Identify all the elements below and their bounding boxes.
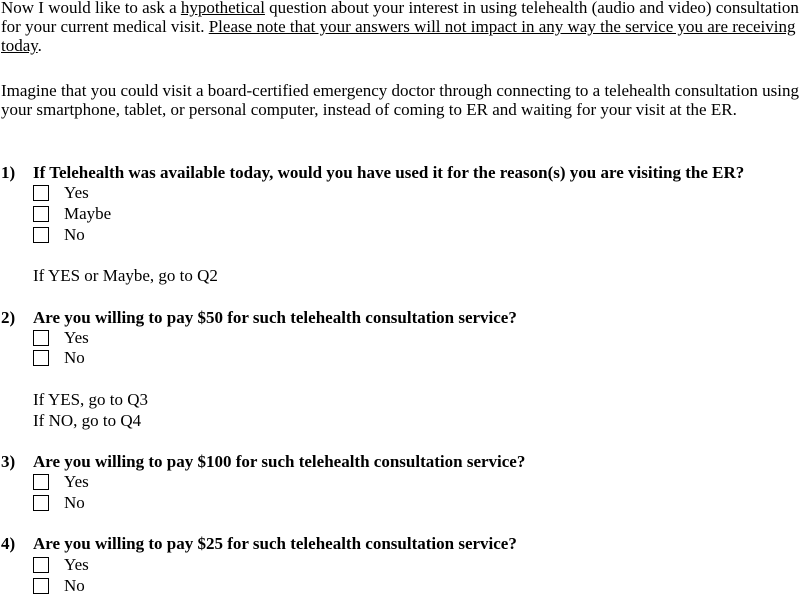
question-1-number: 1) bbox=[1, 163, 16, 182]
intro-text-start: Now I would like to ask a bbox=[1, 0, 181, 17]
option-label: Maybe bbox=[64, 204, 112, 223]
checkbox[interactable] bbox=[33, 578, 49, 594]
question-2-option-no[interactable] bbox=[33, 348, 85, 367]
checkbox[interactable] bbox=[33, 557, 49, 573]
option-label: Yes bbox=[64, 328, 89, 347]
checkbox[interactable] bbox=[33, 474, 49, 490]
checkbox[interactable] bbox=[33, 206, 49, 222]
option-label: Yes bbox=[64, 183, 89, 202]
option-label: Yes bbox=[64, 472, 89, 491]
question-1-text: If Telehealth was available today, would you have used it for the reason(s) you are visiting the ER? bbox=[33, 163, 745, 182]
question-1-option-maybe[interactable] bbox=[33, 204, 111, 223]
intro-text-middle: question about your interest in using telehealth (audio and video) consultation for your current medical visit. bbox=[1, 0, 799, 36]
intro-hypothetical: hypothetical bbox=[180, 0, 265, 17]
question-4-option-no[interactable] bbox=[33, 576, 85, 595]
question-2-option-yes[interactable] bbox=[33, 328, 89, 347]
question-4-number: 4) bbox=[1, 534, 16, 553]
intro-text-end: . bbox=[37, 36, 42, 55]
question-3-text: Are you willing to pay $100 for such telehealth consultation service? bbox=[33, 452, 526, 471]
checkbox[interactable] bbox=[33, 495, 49, 511]
question-4-option-yes[interactable] bbox=[33, 555, 89, 574]
question-1-skip-note: If YES or Maybe, go to Q2 bbox=[33, 266, 218, 285]
question-3-number: 3) bbox=[1, 452, 16, 471]
checkbox[interactable] bbox=[33, 330, 49, 346]
question-4-text: Are you willing to pay $25 for such telehealth consultation service? bbox=[33, 534, 517, 553]
option-label: No bbox=[64, 576, 85, 595]
question-2-text: Are you willing to pay $50 for such telehealth consultation service? bbox=[33, 308, 517, 327]
checkbox[interactable] bbox=[33, 227, 49, 243]
option-label: No bbox=[64, 225, 85, 244]
checkbox[interactable] bbox=[33, 350, 49, 366]
intro-notice: Please note that your answers will not impact in any way the service you are receiving today bbox=[1, 17, 796, 55]
question-1-option-yes[interactable] bbox=[33, 183, 89, 202]
option-label: No bbox=[64, 348, 85, 367]
question-2-skip-note-yes: If YES, go to Q3 bbox=[33, 390, 149, 409]
option-label: No bbox=[64, 493, 85, 512]
checkbox[interactable] bbox=[33, 185, 49, 201]
question-1-option-no[interactable] bbox=[33, 225, 85, 244]
question-3-option-yes[interactable] bbox=[33, 472, 89, 491]
question-2-number: 2) bbox=[1, 308, 16, 327]
question-2-skip-note-no: If NO, go to Q4 bbox=[33, 411, 142, 430]
question-3-option-no[interactable] bbox=[33, 493, 85, 512]
intro-paragraph bbox=[1, 0, 800, 55]
imagine-paragraph: Imagine that you could visit a board-certified emergency doctor through connecting to a telehealth consultation using your smartphone, tablet, or personal computer, instead of coming to ER and waiting for your visit at the ER. bbox=[1, 81, 799, 119]
option-label: Yes bbox=[64, 555, 89, 574]
